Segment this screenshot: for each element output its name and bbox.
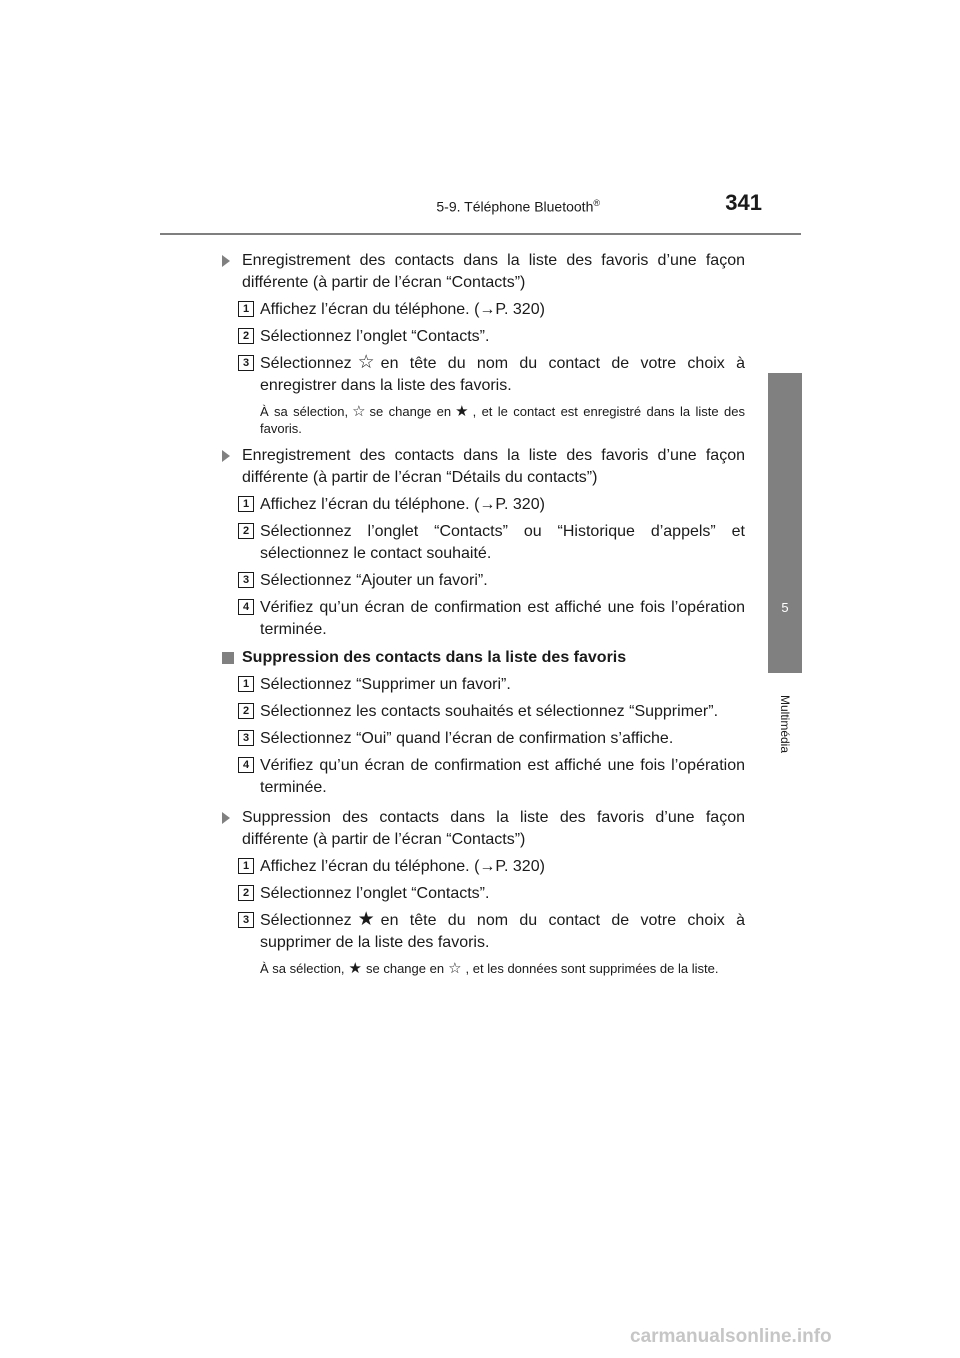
procedure-title-3 (218, 807, 745, 851)
step-item (218, 353, 745, 397)
step-note (218, 403, 745, 437)
step-number-badge: 3 (238, 912, 254, 928)
procedure-title-text: Enregistrement des contacts dans la liste des favoris d’une façon différente (à partir de l’écran “Contacts”) (242, 252, 745, 291)
step-item (218, 570, 745, 592)
arrow-right-icon: → (479, 858, 496, 875)
step-number-badge: 3 (238, 355, 254, 371)
section-heading (218, 647, 745, 669)
watermark: carmanualsonline.info (630, 1326, 832, 1347)
step-item (218, 521, 745, 565)
note-text: À sa sélection, (260, 961, 345, 976)
note-text: se change en (366, 961, 445, 976)
step-number-badge: 2 (238, 523, 254, 539)
step-number-badge: 4 (238, 599, 254, 615)
step-text: P. 320) (495, 496, 545, 513)
step-text: Affichez l’écran du téléphone. ( (260, 496, 480, 513)
registered-mark: ® (593, 198, 600, 208)
arrow-right-icon: → (479, 301, 496, 318)
step-item (218, 910, 745, 954)
chapter-tab (768, 373, 802, 673)
note-text: , et les données sont supprimées de la liste. (465, 961, 719, 976)
star-filled-icon: ★ (357, 909, 375, 930)
section-heading-text: Suppression des contacts dans la liste des favoris (242, 649, 627, 666)
star-filled-icon: ★ (348, 960, 362, 977)
step-text: en tête du nom du contact de votre choix à supprimer de la liste des favoris. (260, 912, 745, 951)
step-number-badge: 3 (238, 730, 254, 746)
note-text: , et le contact est enregistré dans la liste des favoris. (260, 404, 745, 436)
step-text: Sélectionnez “Ajouter un favori”. (260, 572, 488, 589)
square-bullet-icon (222, 652, 234, 664)
step-text: Sélectionnez l’onglet “Contacts” ou “Historique d’appels” et sélectionnez le contact souhaité. (260, 523, 745, 562)
triangle-bullet-icon (222, 450, 230, 462)
note-text: À sa sélection, (260, 404, 349, 419)
arrow-right-icon: → (479, 496, 496, 513)
procedure-title-text: Enregistrement des contacts dans la liste des favoris d’une façon différente (à partir de l’écran “Détails du contacts”) (242, 447, 745, 486)
step-item (218, 299, 745, 321)
triangle-bullet-icon (222, 812, 230, 824)
step-text: Sélectionnez (260, 355, 352, 372)
step-text: Affichez l’écran du téléphone. ( (260, 301, 480, 318)
star-outline-icon: ☆ (448, 960, 462, 977)
step-text: Sélectionnez l’onglet “Contacts”. (260, 328, 490, 345)
step-number-badge: 1 (238, 496, 254, 512)
star-outline-icon: ☆ (357, 352, 375, 373)
step-text: Sélectionnez “Supprimer un favori”. (260, 676, 511, 693)
procedure-title-1 (218, 250, 745, 294)
step-text: P. 320) (495, 301, 545, 318)
step-item (218, 755, 745, 799)
step-number-badge: 2 (238, 703, 254, 719)
step-text: Sélectionnez l’onglet “Contacts”. (260, 885, 490, 902)
chapter-side-label-text: Multimédia (778, 694, 792, 753)
step-text: Vérifiez qu’un écran de confirmation est affiché une fois l’opération terminée. (260, 757, 745, 796)
step-item (218, 728, 745, 750)
step-number-badge: 1 (238, 301, 254, 317)
chapter-tab-number: 5 (781, 600, 789, 615)
step-item (218, 597, 745, 641)
star-filled-icon: ★ (455, 403, 469, 420)
step-text: Sélectionnez (260, 912, 352, 929)
triangle-bullet-icon (222, 255, 230, 267)
step-item (218, 883, 745, 905)
step-number-badge: 1 (238, 858, 254, 874)
procedure-title-2 (218, 445, 745, 489)
step-note (218, 960, 745, 977)
step-number-badge: 2 (238, 328, 254, 344)
procedure-title-text: Suppression des contacts dans la liste des favoris d’une façon différente (à partir de l’écran “Contacts”) (242, 809, 745, 848)
step-text: Vérifiez qu’un écran de confirmation est affiché une fois l’opération terminée. (260, 599, 745, 638)
chapter-side-label (767, 676, 803, 771)
step-text: Sélectionnez les contacts souhaités et sélectionnez “Supprimer”. (260, 703, 719, 720)
note-text: se change en (369, 404, 452, 419)
step-item (218, 326, 745, 348)
header-section-title: 5-9. Téléphone Bluetooth (436, 198, 594, 215)
step-number-badge: 4 (238, 757, 254, 773)
step-number-badge: 1 (238, 676, 254, 692)
step-text: P. 320) (495, 858, 545, 875)
step-item (218, 494, 745, 516)
star-outline-icon: ☆ (352, 403, 366, 420)
running-header (0, 198, 600, 215)
header-rule (160, 233, 801, 235)
step-text: en tête du nom du contact de votre choix à enregistrer dans la liste des favoris. (260, 355, 745, 394)
step-text: Affichez l’écran du téléphone. ( (260, 858, 480, 875)
step-number-badge: 3 (238, 572, 254, 588)
step-item (218, 674, 745, 696)
step-number-badge: 2 (238, 885, 254, 901)
page-number: 341 (725, 190, 762, 215)
step-item (218, 701, 745, 723)
page-content (218, 242, 745, 981)
step-item (218, 856, 745, 878)
step-text: Sélectionnez “Oui” quand l’écran de confirmation s’affiche. (260, 730, 674, 747)
